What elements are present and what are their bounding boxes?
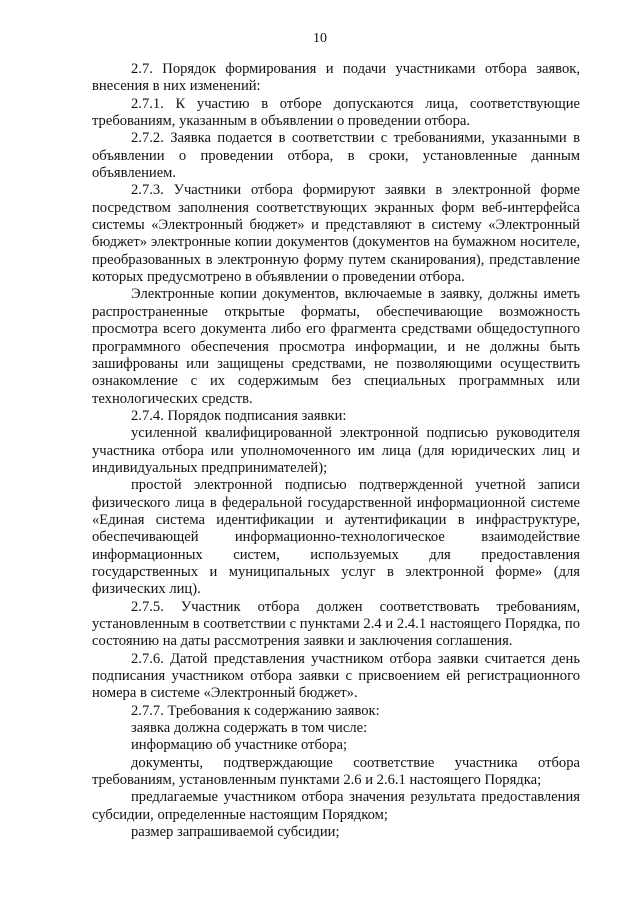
paragraph-2-7-7: 2.7.7. Требования к содержанию заявок: bbox=[131, 702, 380, 719]
list-intro: заявка должна содержать в том числе: bbox=[131, 720, 368, 737]
paragraph-2-7-3: 2.7.3. Участники отбора формируют заявки в электронной форме посредством заполнения соответствующих экранных форм веб-интерфейса системы «Электронный бюджет» и представляют в систему «Электронный бюджет» электронные копии документов (документов на бумажном носителе, преобразованных в электронную форму путем сканирования), представление которых предусмотрено в объявлении о проведении отбора. bbox=[92, 182, 580, 286]
list-item-result-values: предлагаемые участником отбора значения результата предоставления субсидии, определенные настоящим Порядком; bbox=[92, 789, 580, 823]
document-body bbox=[92, 61, 580, 841]
paragraph-2-7-6: 2.7.6. Датой представления участником отбора заявки считается день подписания участником отбора заявки с присвоением ей регистрационного номера в системе «Электронный бюджет». bbox=[92, 650, 580, 702]
paragraph-qualified-signature: усиленной квалифицированной электронной подписью руководителя участника отбора или уполномоченного им лица (для юридических лиц и индивидуальных предпринимателей); bbox=[92, 425, 580, 476]
list-item-participant-info: информацию об участнике отбора; bbox=[131, 737, 348, 754]
page-number: 10 bbox=[313, 31, 327, 46]
list-item-subsidy-amount: размер запрашиваемой субсидии; bbox=[131, 824, 340, 841]
paragraph-2-7-1: 2.7.1. К участию в отборе допускаются лица, соответствующие требованиям, указанным в объявлении о проведении отбора. bbox=[92, 95, 580, 130]
paragraph-2-7: 2.7. Порядок формирования и подачи участниками отбора заявок, внесения в них изменений: bbox=[92, 61, 580, 95]
paragraph-2-7-2: 2.7.2. Заявка подается в соответствии с требованиями, указанными в объявлении о проведении отбора, в сроки, установленные данным объявлением. bbox=[92, 130, 580, 182]
paragraph-electronic-copies: Электронные копии документов, включаемые в заявку, должны иметь распространенные открытые форматы, обеспечивающие возможность просмотра всего документа либо его фрагмента средствами общедоступного программного обеспечения просмотра информации, и не должны быть зашифрованы или защищены средствами, не позволяющими осуществить ознакомление с их содержимым без специальных программных или технологических средств. bbox=[92, 286, 580, 407]
paragraph-simple-signature: простой электронной подписью подтвержденной учетной записи физического лица в федеральной государственной информационной системе «Единая система идентификации и аутентификации в инфраструктуре, обеспечивающей информационно-технологическое взаимодействие информационных систем, используемых для предоставления государственных и муниципальных услуг в электронной форме» (для физических лиц). bbox=[92, 477, 580, 598]
paragraph-2-7-5: 2.7.5. Участник отбора должен соответствовать требованиям, установленным в соответствии с пунктами 2.4 и 2.4.1 настоящего Порядка, по состоянию на даты рассмотрения заявки и заключения соглашения. bbox=[92, 598, 580, 650]
paragraph-2-7-4: 2.7.4. Порядок подписания заявки: bbox=[131, 407, 347, 424]
list-item-documents: документы, подтверждающие соответствие участника отбора требованиям, установленным пунктами 2.6 и 2.6.1 настоящего Порядка; bbox=[92, 754, 580, 789]
